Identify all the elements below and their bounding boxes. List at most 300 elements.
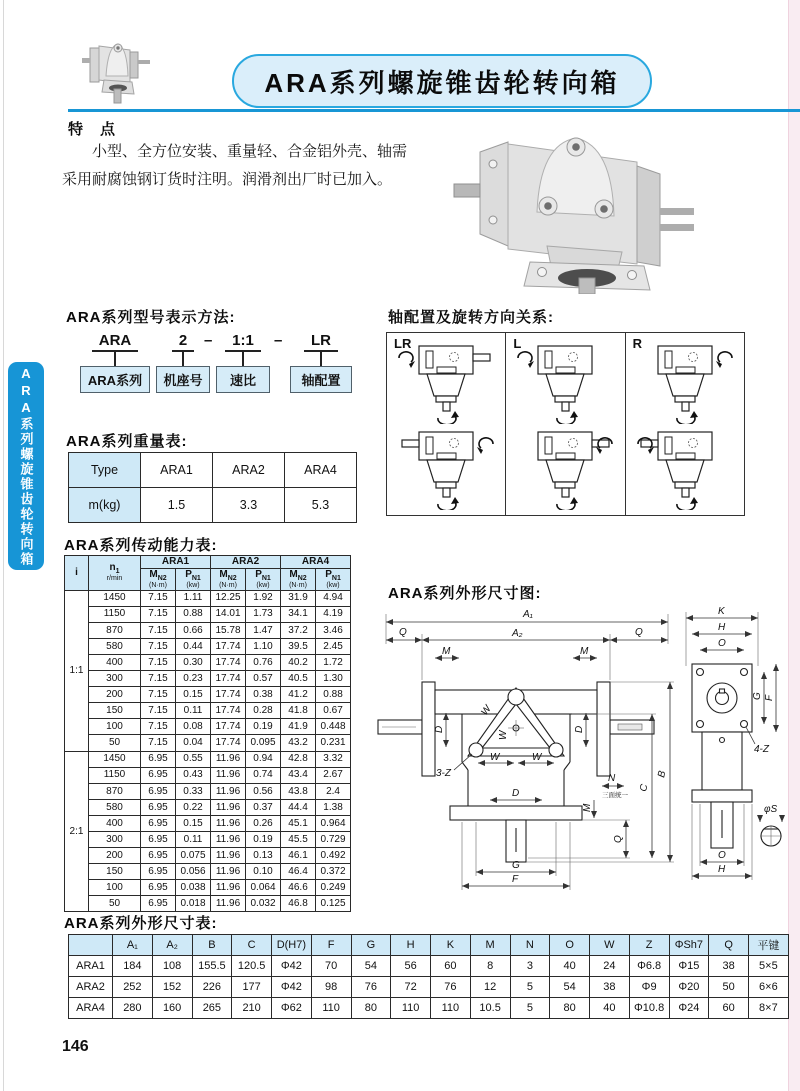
table-row [65, 832, 351, 848]
weight-table [68, 452, 357, 523]
unit-label: (N·m) [289, 581, 307, 589]
axis-variant-label: LR [394, 336, 412, 351]
connector-line [320, 352, 322, 366]
subscript: N1 [261, 574, 271, 582]
cell: 3 [510, 956, 550, 977]
page-title: ARA系列螺旋锥齿轮转向箱 [232, 54, 652, 108]
cell: 6.95 [141, 783, 176, 799]
cell: Φ62 [272, 998, 312, 1019]
header-cell: ARA2 [213, 453, 285, 488]
cell: 60 [709, 998, 749, 1019]
cell: Φ6.8 [629, 956, 669, 977]
weight-table-heading: ARA系列重量表: [66, 433, 188, 450]
cell: 300 [89, 832, 141, 848]
cell: 0.57 [246, 671, 281, 687]
cell: 60 [431, 956, 471, 977]
dim-label: φS [764, 804, 778, 815]
dim-label: H [718, 864, 726, 875]
table-row [65, 687, 351, 703]
model-code-value: 1:1 [225, 332, 261, 352]
product-photo-small [82, 36, 156, 106]
cell: 39.5 [281, 638, 316, 654]
cell: 1.10 [246, 638, 281, 654]
cell: 4.94 [316, 590, 351, 606]
cell: 0.33 [176, 783, 211, 799]
cell: 5 [510, 998, 550, 1019]
row-header-cell: ARA2 [69, 977, 113, 998]
page-left-edge-line [3, 0, 4, 1091]
model-code-value: LR [304, 332, 338, 352]
cell: 1.38 [316, 799, 351, 815]
cell: 1.47 [246, 622, 281, 638]
model-code-label: 速比 [216, 366, 270, 393]
dim-label: M [442, 646, 451, 657]
unit-label: (kw) [256, 581, 270, 589]
cell: 1.92 [246, 590, 281, 606]
header-cell: B [192, 935, 232, 956]
cell: 1150 [89, 606, 141, 622]
cell: 54 [351, 956, 391, 977]
cell: 12.25 [211, 590, 246, 606]
cell: 11.96 [211, 864, 246, 880]
cell: 1.72 [316, 654, 351, 670]
cell: 43.4 [281, 767, 316, 783]
cell: 7.15 [141, 687, 176, 703]
ratio-cell: 2:1 [65, 751, 89, 912]
cell: 0.76 [246, 654, 281, 670]
model-code-label: ARA系列 [80, 366, 150, 393]
cell: 7.15 [141, 606, 176, 622]
cell: 1450 [89, 751, 141, 767]
table-row [65, 767, 351, 783]
cell: 45.1 [281, 815, 316, 831]
cell: 7.15 [141, 671, 176, 687]
cell: 184 [113, 956, 153, 977]
cell: 0.11 [176, 832, 211, 848]
cell: 76 [351, 977, 391, 998]
table-row [65, 848, 351, 864]
table-row [65, 622, 351, 638]
cell: 10.5 [470, 998, 510, 1019]
axis-variant-label: R [632, 336, 643, 351]
cell: 100 [89, 880, 141, 896]
cell: 8×7 [749, 998, 789, 1019]
cell: 17.74 [211, 671, 246, 687]
cell: 0.075 [176, 848, 211, 864]
table-row [65, 606, 351, 622]
axis-config-cell-r [626, 333, 744, 515]
table-row [65, 654, 351, 670]
cell: 0.37 [246, 799, 281, 815]
cell: 45.5 [281, 832, 316, 848]
dimension-table [68, 934, 789, 1019]
unit-label: (kw) [186, 581, 200, 589]
header-cell-speed: $n_1$ r/min [89, 556, 141, 591]
cell: 0.55 [176, 751, 211, 767]
cell: 7.15 [141, 703, 176, 719]
cell: 11.96 [211, 848, 246, 864]
connector-line [182, 352, 184, 366]
cell: 200 [89, 687, 141, 703]
cell: 0.448 [316, 719, 351, 735]
model-code-part [216, 332, 270, 393]
dim-label: Q [399, 627, 407, 638]
cell: 152 [152, 977, 192, 998]
header-cell-series: ARA1 [141, 556, 211, 569]
cell: 0.43 [176, 767, 211, 783]
cell: 2.4 [316, 783, 351, 799]
header-cell: K [431, 935, 471, 956]
dim-label: M [582, 803, 593, 812]
cell: 580 [89, 799, 141, 815]
cell: 50 [89, 735, 141, 751]
axis-config-heading: 轴配置及旋转方向关系: [388, 309, 554, 326]
dash-separator: – [204, 332, 213, 349]
cell: Φ10.8 [629, 998, 669, 1019]
header-cell: D(H7) [272, 935, 312, 956]
cell: 6.95 [141, 880, 176, 896]
cell: 7.15 [141, 638, 176, 654]
header-cell: N [510, 935, 550, 956]
cell: 34.1 [281, 606, 316, 622]
axis-variant-label: L [513, 336, 522, 351]
dim-label: A₁ [523, 609, 533, 620]
cell: 38 [709, 956, 749, 977]
cell: 1.5 [141, 488, 213, 523]
cell: 2.45 [316, 638, 351, 654]
cell: 46.6 [281, 880, 316, 896]
dim-label: W [532, 752, 542, 763]
cell: 0.26 [246, 815, 281, 831]
cell: 0.095 [246, 735, 281, 751]
cell: 108 [152, 956, 192, 977]
dimension-drawing [356, 600, 792, 900]
cell: 0.231 [316, 735, 351, 751]
cell: 0.492 [316, 848, 351, 864]
cell: 6.95 [141, 815, 176, 831]
capacity-table-head [65, 556, 351, 591]
cell: 5 [510, 977, 550, 998]
cell: 37.2 [281, 622, 316, 638]
unit-label: r/min [106, 575, 123, 583]
cell: 0.74 [246, 767, 281, 783]
axis-config-panel [386, 332, 745, 516]
table-row [65, 638, 351, 654]
subscript: N2 [297, 574, 307, 582]
table-row [69, 977, 789, 998]
model-code-diagram [80, 332, 365, 408]
table-row [65, 735, 351, 751]
cell: 44.4 [281, 799, 316, 815]
table-row [65, 799, 351, 815]
header-cell: Z [629, 935, 669, 956]
row-header-cell: ARA1 [69, 956, 113, 977]
dim-label: O [718, 850, 726, 861]
header-cell: W [590, 935, 630, 956]
table-row [65, 703, 351, 719]
cell: 41.2 [281, 687, 316, 703]
cell: 76 [431, 977, 471, 998]
cell: 580 [89, 638, 141, 654]
cell: 17.74 [211, 638, 246, 654]
cell: 0.04 [176, 735, 211, 751]
cell: 8 [470, 956, 510, 977]
cell: 300 [89, 671, 141, 687]
cell: 11.96 [211, 767, 246, 783]
cell: 80 [351, 998, 391, 1019]
model-code-part [156, 332, 213, 393]
cell: 6.95 [141, 896, 176, 912]
model-code-part [80, 332, 150, 393]
model-code-label: 机座号 [156, 366, 210, 393]
cell: 54 [550, 977, 590, 998]
dimension-table-head [69, 935, 789, 956]
page-right-edge-band [788, 0, 800, 1091]
axis-config-cell-lr [387, 333, 506, 515]
cell: 46.1 [281, 848, 316, 864]
table-row [65, 556, 351, 569]
cell: 110 [311, 998, 351, 1019]
cell: 56 [391, 956, 431, 977]
subscript: N1 [191, 574, 201, 582]
dim-label: O [718, 638, 726, 649]
cell: 0.249 [316, 880, 351, 896]
features-line: 采用耐腐蚀钢订货时注明。润滑剂出厂时已加入。 [62, 171, 393, 188]
header-cell: ΦSh7 [669, 935, 709, 956]
cell: 7.15 [141, 654, 176, 670]
unit-label: (kw) [326, 581, 340, 589]
cell: 70 [311, 956, 351, 977]
header-cell: M [470, 935, 510, 956]
cell: 210 [232, 998, 272, 1019]
cell: 1450 [89, 590, 141, 606]
cell: Φ24 [669, 998, 709, 1019]
header-cell: ARA4 [285, 453, 357, 488]
capacity-table [64, 555, 351, 912]
cell: 0.729 [316, 832, 351, 848]
dim-label: F [512, 874, 519, 885]
gearbox-schematics [387, 335, 505, 515]
cell: 0.038 [176, 880, 211, 896]
dim-label: G [512, 860, 520, 871]
dim-label: N [608, 773, 616, 784]
cell: 0.19 [246, 719, 281, 735]
cell: 150 [89, 864, 141, 880]
header-cell-quantity: $P_{N1}$ (kw) [316, 568, 351, 590]
cell: 0.125 [316, 896, 351, 912]
cell: 100 [89, 719, 141, 735]
cell: 265 [192, 998, 232, 1019]
cell: Φ42 [272, 956, 312, 977]
cell: 50 [709, 977, 749, 998]
cell: 72 [391, 977, 431, 998]
dimension-table-body [69, 956, 789, 1019]
cell: 160 [152, 998, 192, 1019]
cell: 3.32 [316, 751, 351, 767]
cell: 0.032 [246, 896, 281, 912]
features-heading: 特 点 [68, 121, 117, 138]
cell: 0.372 [316, 864, 351, 880]
cell: 400 [89, 654, 141, 670]
dimension-drawing-heading: ARA系列外形尺寸图: [388, 585, 542, 602]
cell: 0.08 [176, 719, 211, 735]
dash-separator: – [274, 332, 283, 349]
table-row [69, 935, 789, 956]
header-cell: Q [709, 935, 749, 956]
cell: 0.10 [246, 864, 281, 880]
cell: 46.4 [281, 864, 316, 880]
header-cell-quantity: $P_{N1}$ (kw) [176, 568, 211, 590]
cell: 0.94 [246, 751, 281, 767]
ratio-cell: 1:1 [65, 590, 89, 751]
cell: 280 [113, 998, 153, 1019]
cell: 31.9 [281, 590, 316, 606]
header-cell [69, 935, 113, 956]
subscript: N2 [157, 574, 167, 582]
cell: 6.95 [141, 832, 176, 848]
axis-config-cell-l [506, 333, 625, 515]
cell: 5.3 [285, 488, 357, 523]
header-cell: A₂ [152, 935, 192, 956]
sidebar-series-tab: ARA系列螺旋锥齿轮转向箱 [8, 362, 44, 570]
model-code-value: ARA [92, 332, 139, 352]
cell: 1.11 [176, 590, 211, 606]
table-row [69, 956, 789, 977]
cell: 0.38 [246, 687, 281, 703]
drawing-note: 三面统一 [602, 792, 628, 799]
cell: 43.2 [281, 735, 316, 751]
cell: 80 [550, 998, 590, 1019]
cell: 1150 [89, 767, 141, 783]
header-cell-quantity: $M_{N2}$ (N·m) [281, 568, 316, 590]
table-row [65, 590, 351, 606]
product-photo [452, 114, 697, 294]
header-cell: F [311, 935, 351, 956]
gearbox-schematic [391, 426, 501, 510]
cell: 870 [89, 783, 141, 799]
table-row [69, 998, 789, 1019]
header-cell: H [391, 935, 431, 956]
subscript: N2 [227, 574, 237, 582]
cell: 7.15 [141, 622, 176, 638]
cell: 6.95 [141, 864, 176, 880]
cell: 0.28 [246, 703, 281, 719]
cell: 0.064 [246, 880, 281, 896]
dim-label: G [752, 692, 763, 700]
cell: Φ9 [629, 977, 669, 998]
cell: 6.95 [141, 799, 176, 815]
table-row [65, 896, 351, 912]
row-header-cell: ARA4 [69, 998, 113, 1019]
cell: 155.5 [192, 956, 232, 977]
table-row [65, 719, 351, 735]
header-cell: O [550, 935, 590, 956]
cell: 0.66 [176, 622, 211, 638]
table-row [69, 488, 357, 523]
cell: 0.30 [176, 654, 211, 670]
cell: 0.018 [176, 896, 211, 912]
dimension-table-heading: ARA系列外形尺寸表: [64, 915, 218, 932]
cell: 0.11 [176, 703, 211, 719]
dim-label: B [656, 769, 669, 779]
model-code-part [290, 332, 352, 393]
cell: 0.67 [316, 703, 351, 719]
subscript: 1 [115, 568, 120, 576]
cell: 1.73 [246, 606, 281, 622]
cell: 11.96 [211, 783, 246, 799]
cell: 17.74 [211, 719, 246, 735]
header-cell-i: i [65, 556, 89, 591]
cell: 6.95 [141, 751, 176, 767]
table-row [65, 671, 351, 687]
header-cell-quantity: $P_{N1}$ (kw) [246, 568, 281, 590]
cell: Φ42 [272, 977, 312, 998]
header-cell: G [351, 935, 391, 956]
table-row [65, 880, 351, 896]
header-divider [68, 109, 800, 112]
cell: 7.15 [141, 719, 176, 735]
cell: 0.23 [176, 671, 211, 687]
capacity-table-heading: ARA系列传动能力表: [64, 537, 218, 554]
cell: 12 [470, 977, 510, 998]
dim-label: D [434, 725, 445, 733]
cell: 0.22 [176, 799, 211, 815]
cell: 11.96 [211, 815, 246, 831]
cell: 38 [590, 977, 630, 998]
cell: 15.78 [211, 622, 246, 638]
page-number: 146 [62, 1038, 89, 1055]
model-code-heading: ARA系列型号表示方法: [66, 309, 236, 326]
dim-label: H [718, 622, 726, 633]
header-cell-series: ARA2 [211, 556, 281, 569]
cell: 6.95 [141, 767, 176, 783]
cell: 43.8 [281, 783, 316, 799]
model-code-value: 2 [172, 332, 194, 352]
gearbox-schematic [630, 426, 740, 510]
cell: 40 [590, 998, 630, 1019]
weight-table-body [69, 453, 357, 523]
model-code-label: 轴配置 [290, 366, 352, 393]
dim-label: K [718, 606, 725, 617]
gearbox-schematic [391, 340, 501, 424]
cell: 5×5 [749, 956, 789, 977]
gearbox-schematic [510, 340, 620, 424]
cell: 7.15 [141, 735, 176, 751]
dim-label: W [490, 752, 500, 763]
cell: 0.056 [176, 864, 211, 880]
table-row [65, 815, 351, 831]
cell: 11.96 [211, 832, 246, 848]
table-row [65, 864, 351, 880]
dim-label: 4-Z [754, 744, 769, 755]
cell: 42.8 [281, 751, 316, 767]
cell: 0.15 [176, 687, 211, 703]
cell: 14.01 [211, 606, 246, 622]
header-cell-series: ARA4 [281, 556, 351, 569]
cell: 0.19 [246, 832, 281, 848]
cell: 0.15 [176, 815, 211, 831]
dim-label: Q [613, 835, 624, 843]
cell: 98 [311, 977, 351, 998]
cell: 40 [550, 956, 590, 977]
header-cell: ARA1 [141, 453, 213, 488]
cell: 11.96 [211, 799, 246, 815]
cell: 1.30 [316, 671, 351, 687]
connector-line [114, 352, 116, 366]
cell: 11.96 [211, 751, 246, 767]
cell: 110 [431, 998, 471, 1019]
dim-label: D [512, 788, 520, 799]
